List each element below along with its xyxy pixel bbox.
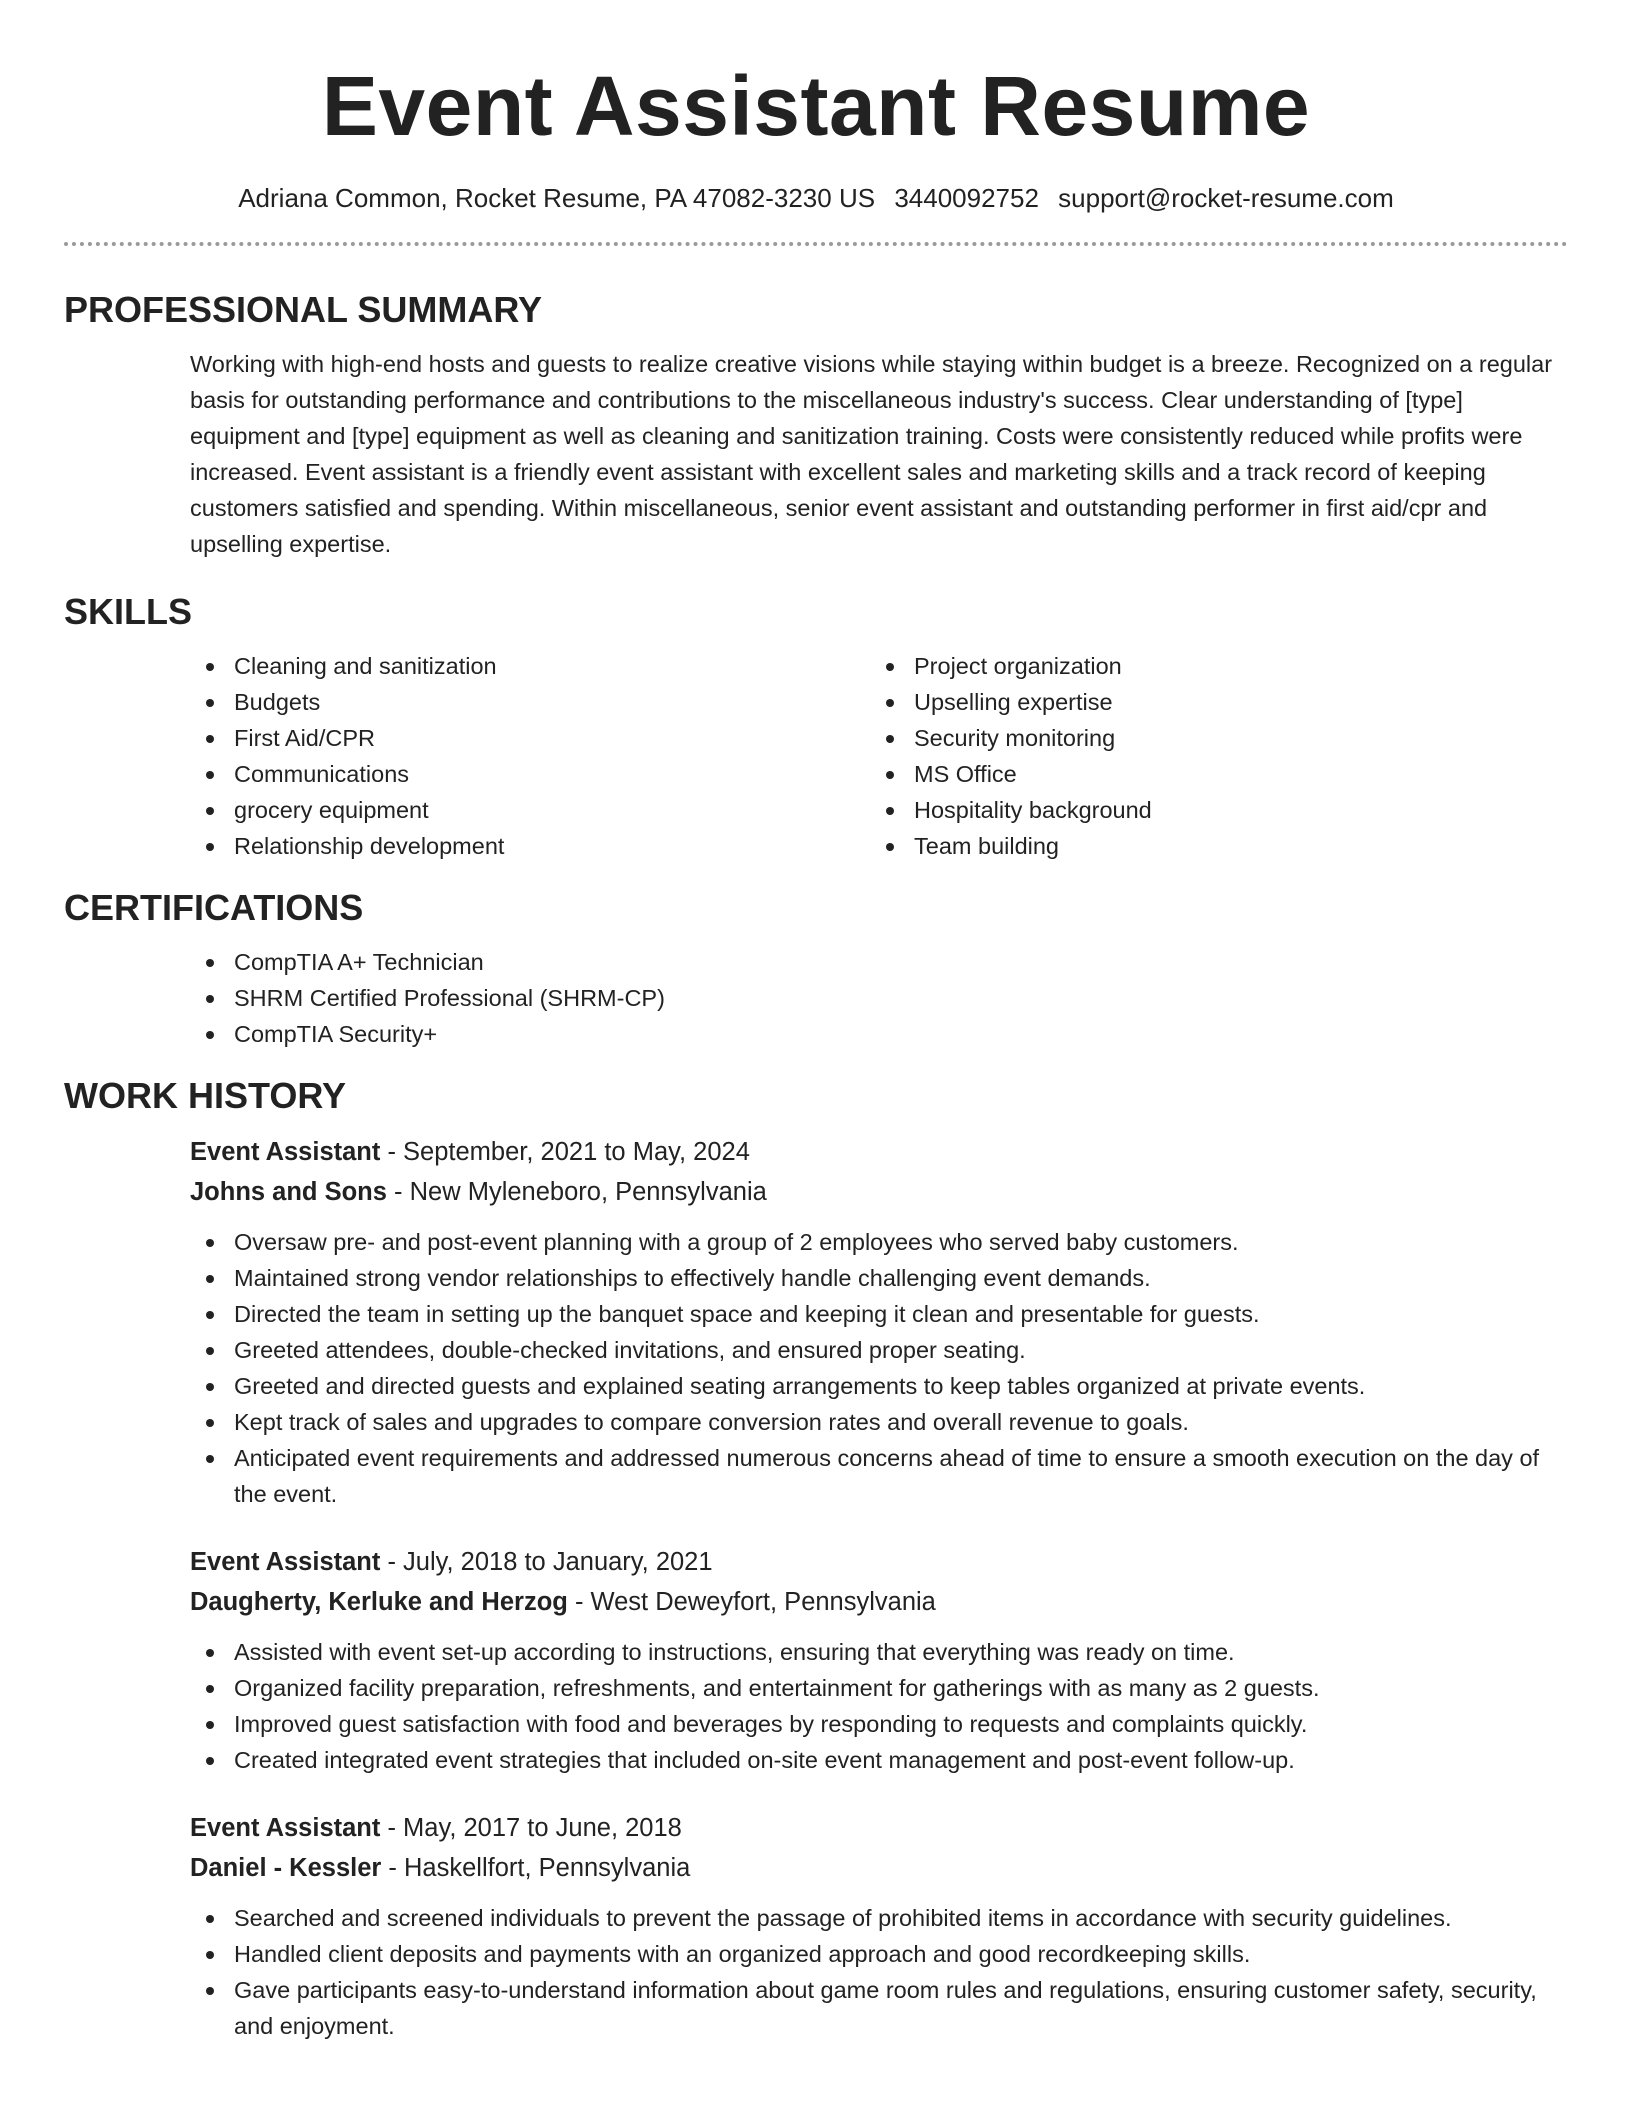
certifications-heading: CERTIFICATIONS [64,887,364,928]
job-company-line [190,1848,1568,1888]
job-bullets [190,1224,1568,1512]
skills-section [64,590,1568,864]
summary-section [64,288,1568,562]
skill-item: Cleaning and sanitization [190,648,870,684]
job-title: Event Assistant [190,1548,381,1576]
job-bullet: Kept track of sales and upgrades to compare conversion rates and overall revenue to goals. [190,1404,1568,1440]
job-bullet: Organized facility preparation, refreshments, and entertainment for gatherings with as many as 2 guests. [190,1670,1568,1706]
skill-item: Relationship development [190,828,870,864]
skill-item: Project organization [870,648,1550,684]
job-company: Daniel - Kessler [190,1854,382,1882]
header-divider [64,242,1568,246]
contact-line [64,180,1568,216]
skill-item: Upselling expertise [870,684,1550,720]
job-bullet: Anticipated event requirements and addressed numerous concerns ahead of time to ensure a smooth execution on the day of the event. [190,1440,1568,1512]
skill-item: Team building [870,828,1550,864]
contact-address: Adriana Common, Rocket Resume, PA 47082-3230 US [238,183,876,213]
certification-item: CompTIA Security+ [190,1016,1568,1052]
job-entry [190,1132,1568,1512]
job-company-line [190,1582,1568,1622]
job-entry [190,1808,1568,2044]
job-bullet: Assisted with event set-up according to instructions, ensuring that everything was ready on time. [190,1634,1568,1670]
job-title-line [190,1542,1568,1582]
work-history-heading: WORK HISTORY [64,1075,347,1116]
job-dates: - July, 2018 to January, 2021 [380,1548,713,1576]
job-location: - Haskellfort, Pennsylvania [381,1854,691,1882]
job-location: - West Deweyfort, Pennsylvania [567,1588,936,1616]
job-bullet: Greeted and directed guests and explained seating arrangements to keep tables organized at private events. [190,1368,1568,1404]
skill-item: First Aid/CPR [190,720,870,756]
skill-item: grocery equipment [190,792,870,828]
skill-item: Budgets [190,684,870,720]
skills-heading: SKILLS [64,591,193,632]
work-history-section [64,1074,1568,2044]
job-company: Daugherty, Kerluke and Herzog [190,1588,568,1616]
job-bullet: Searched and screened individuals to prevent the passage of prohibited items in accordance with security guidelines. [190,1900,1568,1936]
job-bullet: Directed the team in setting up the banquet space and keeping it clean and presentable for guests. [190,1296,1568,1332]
job-title: Event Assistant [190,1814,381,1842]
job-bullet: Created integrated event strategies that included on-site event management and post-event follow-up. [190,1742,1568,1778]
job-title-line [190,1132,1568,1172]
skills-grid [190,648,1568,864]
job-bullet: Handled client deposits and payments with an organized approach and good recordkeeping skills. [190,1936,1568,1972]
job-location: - New Myleneboro, Pennsylvania [386,1178,767,1206]
job-bullets [190,1900,1568,2044]
job-bullet: Greeted attendees, double-checked invitations, and ensured proper seating. [190,1332,1568,1368]
certification-item: CompTIA A+ Technician [190,944,1568,980]
job-bullet: Oversaw pre- and post-event planning with a group of 2 employees who served baby customers. [190,1224,1568,1260]
skill-item: MS Office [870,756,1550,792]
skills-column-left [190,648,870,864]
job-bullet: Improved guest satisfaction with food and beverages by responding to requests and complaints quickly. [190,1706,1568,1742]
job-bullet: Gave participants easy-to-understand information about game room rules and regulations, ensuring customer safety, security, and enjoyment. [190,1972,1568,2044]
job-bullet: Maintained strong vendor relationships to effectively handle challenging event demands. [190,1260,1568,1296]
job-dates: - May, 2017 to June, 2018 [380,1814,682,1842]
job-title: Event Assistant [190,1138,381,1166]
summary-text: Working with high-end hosts and guests to realize creative visions while staying within budget is a breeze. Recognized on a regular basis for outstanding performance and contributions to the miscellaneous industry's success. Clear understanding of [type] equipment and [type] equipment as well as cleaning and sanitization training. Costs were consistently reduced while profits were increased. Event assistant is a friendly event assistant with excellent sales and marketing skills and a track record of keeping customers satisfied and spending. Within miscellaneous, senior event assistant and outstanding performer in first aid/cpr and upselling expertise. [190,351,1553,557]
contact-email: support@rocket-resume.com [1058,183,1394,213]
skill-item: Hospitality background [870,792,1550,828]
summary-heading: PROFESSIONAL SUMMARY [64,289,543,330]
resume-title: Event Assistant Resume [321,59,1311,153]
contact-phone: 3440092752 [894,183,1039,213]
skill-item: Security monitoring [870,720,1550,756]
job-company: Johns and Sons [190,1178,387,1206]
job-title-line [190,1808,1568,1848]
skill-item: Communications [190,756,870,792]
job-dates: - September, 2021 to May, 2024 [380,1138,750,1166]
job-company-line [190,1172,1568,1212]
certifications-list [190,944,1568,1052]
job-entry [190,1542,1568,1778]
certification-item: SHRM Certified Professional (SHRM-CP) [190,980,1568,1016]
certifications-section [64,886,1568,1052]
skills-column-right [870,648,1550,864]
job-bullets [190,1634,1568,1778]
